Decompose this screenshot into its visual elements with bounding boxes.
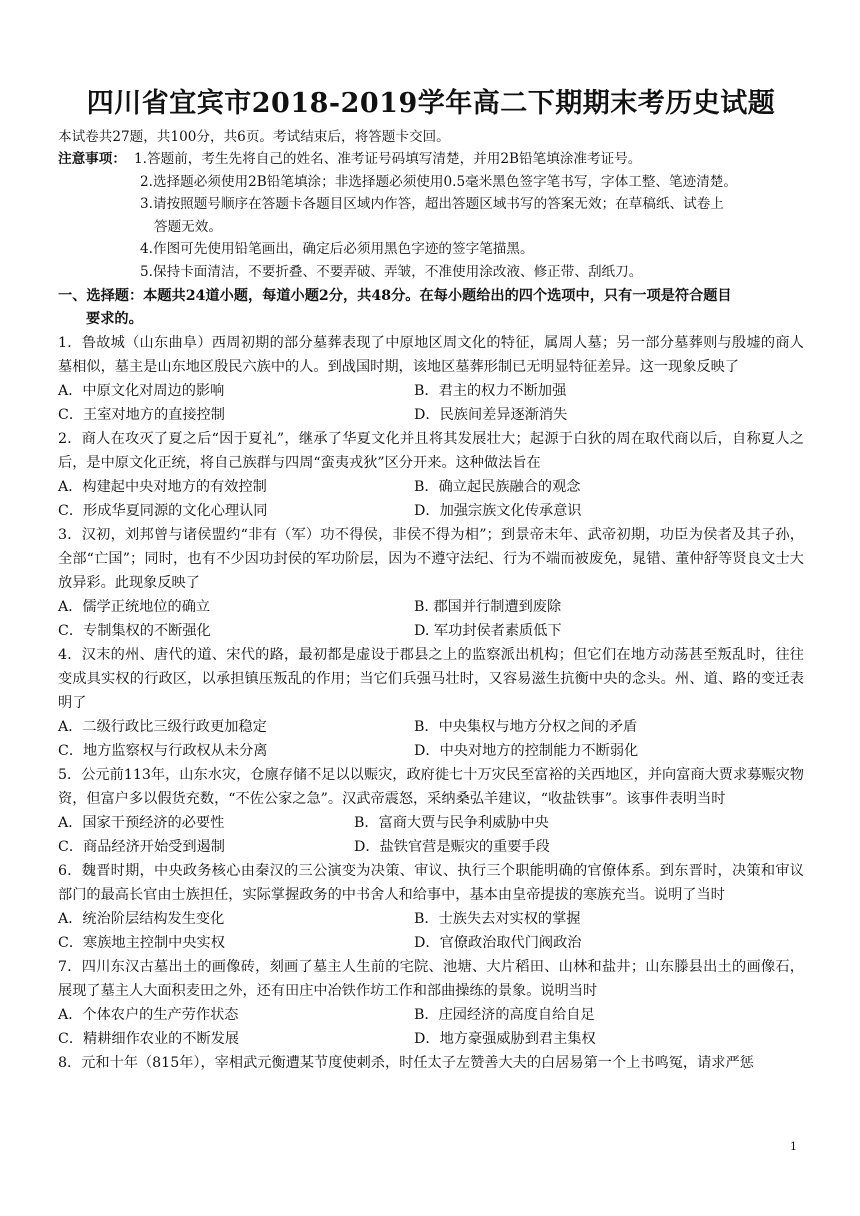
notes-first-line (58, 148, 804, 171)
options-grid (58, 811, 804, 859)
question-list (58, 331, 804, 1075)
section-heading (58, 285, 804, 331)
question-stem: 5．公元前113年，山东水灾，仓廪存储不足以以赈灾，政府徙七十万灾民至富裕的关西地区，并向富商大贾求募赈灾物资，但富户多以假货充数，“不佐公家之急”。汉武帝震怒，采纳桑弘羊建议，“收盐铁事”。该事件表明当时 (58, 767, 804, 807)
exam-page (58, 86, 804, 1075)
question-stem: 7．四川东汉古墓出土的画像砖，刻画了墓主人生前的宅院、池塘、大片稻田、山林和盐井；山东滕县出土的画像石，展现了墓主人大面积麦田之外，还有田庄中冶铁作坊工作和部曲操练的景象。说明当时 (58, 959, 804, 999)
option-d: D．地方豪强威胁到君主集权 (414, 1031, 596, 1047)
options-grid (58, 379, 804, 427)
option-d: D. 军功封侯者素质低下 (414, 623, 562, 639)
options-grid (58, 715, 804, 763)
options-grid (58, 907, 804, 955)
option-b: B．庄园经济的高度自给自足 (414, 1007, 595, 1023)
option-b: B．士族失去对实权的掌握 (414, 911, 581, 927)
page-number: 1 (790, 1140, 797, 1153)
options-grid (58, 475, 804, 523)
option-d: D．民族间差异逐渐消失 (414, 407, 568, 423)
question-stem: 1．鲁故城（山东曲阜）西周初期的部分墓葬表现了中原地区周文化的特征，属周人墓；另一部分墓葬则与殷墟的商人墓相似，墓主是山东地区殷民六族中的人。到战国时期，该地区墓葬形制已无明显特征差异。这一现象反映了 (58, 335, 804, 375)
option-a: A．统治阶层结构发生变化 (58, 911, 225, 927)
question-1 (58, 331, 804, 427)
question-8 (58, 1051, 804, 1075)
option-a: A．二级行政比三级行政更加稳定 (58, 719, 267, 735)
option-d: D．中央对地方的控制能力不断弱化 (414, 743, 639, 759)
question-5 (58, 763, 804, 859)
note-item-continuation (58, 216, 804, 239)
option-c: C．地方监察权与行政权从未分离 (58, 743, 268, 759)
page-title: 四川省宜宾市2018-2019学年高二下期期末考历史试题 (86, 88, 776, 119)
section-heading-line: 一、选择题：本题共24道小题，每道小题2分，共48分。在每小题给出的四个选项中，只有一项是符合题目 (58, 288, 732, 304)
option-a: A．个体农户的生产劳作状态 (58, 1007, 239, 1023)
question-stem: 2．商人在攻灭了夏之后“因于夏礼”，继承了华夏文化并且将其发展壮大；起源于白狄的周在取代商以后，自称夏人之后，是中原文化正统，将自己族群与四周“蛮夷戎狄”区分开来。这种做法旨在 (58, 431, 804, 471)
option-c: C．寒族地主控制中央实权 (58, 935, 225, 951)
option-a: A．儒学正统地位的确立 (58, 599, 211, 615)
question-7 (58, 955, 804, 1051)
question-stem: 4．汉末的州、唐代的道、宋代的路，最初都是虚设于郡县之上的监察派出机构；但它们在地方动荡甚至叛乱时，往往变成具实权的行政区，以承担镇压叛乱的作用；当它们兵强马壮时，又容易滋生抗衡中央的念头。州、道、路的变迁表明了 (58, 647, 804, 711)
option-c: C．精耕细作农业的不断发展 (58, 1031, 240, 1047)
option-d: D．官僚政治取代门阀政治 (414, 935, 582, 951)
question-stem: 3．汉初，刘邦曾与诸侯盟约“非有（军）功不得侯，非侯不得为相”；到景帝末年、武帝初期，功臣为侯者及其子孙，全部“亡国”；同时，也有不少因功封侯的军功阶层，因为不遵守法纪、行为不端而被废免，晁错、董仲舒等贤良文士大放异彩。此现象反映了 (58, 527, 804, 591)
question-6 (58, 859, 804, 955)
note-item: 2.选择题必须使用2B铅笔填涂；非选择题必须使用0.5毫米黑色签字笔书写，字体工整、笔迹清楚。 (140, 173, 737, 190)
notes-label: 注意事项： (58, 151, 126, 167)
option-b: B．富商大贾与民争利威胁中央 (354, 815, 549, 831)
note-continuation-text: 答题无效。 (154, 218, 222, 235)
option-c: C．形成华夏同源的文化心理认同 (58, 503, 268, 519)
option-c: C．专制集权的不断强化 (58, 623, 211, 639)
question-4 (58, 643, 804, 763)
note-item: 3.请按照题号顺序在答题卡各题目区域内作答，超出答题区域书写的答案无效；在草稿纸、试卷上 (140, 196, 724, 212)
question-stem: 6．魏晋时期，中央政务核心由秦汉的三公演变为决策、审议、执行三个职能明确的官僚体系。到东晋时，决策和审议部门的最高长官由士族担任，实际掌握政务的中书舍人和给事中，基本由皇帝提拔的寒族充当。说明了当时 (58, 863, 804, 903)
question-stem: 8．元和十年（815年），宰相武元衡遭某节度使刺杀，时任太子左赞善大夫的白居易第一个上书鸣冤，请求严惩 (58, 1055, 754, 1071)
option-b: B. 郡国并行制遭到废除 (414, 599, 562, 615)
option-b: B．中央集权与地方分权之间的矛盾 (414, 719, 638, 735)
exam-intro: 本试卷共27题，共100分，共6页。考试结束后，将答题卡交回。 (58, 129, 450, 145)
note-item: 4.作图可先使用铅笔画出，确定后必须用黑色字迹的签字笔描黑。 (140, 241, 534, 257)
option-c: C．商品经济开始受到遏制 (58, 839, 225, 855)
question-3 (58, 523, 804, 643)
question-2 (58, 427, 804, 523)
option-a: A．中原文化对周边的影响 (58, 383, 225, 399)
section-heading-continuation: 要求的。 (86, 311, 143, 327)
notes-block (58, 148, 804, 283)
option-a: A．国家干预经济的必要性 (58, 815, 225, 831)
options-grid (58, 1003, 804, 1051)
options-grid (58, 595, 804, 643)
note-item: 1.答题前，考生先将自己的姓名、准考证号码填写清楚，并用2B铅笔填涂准考证号。 (134, 151, 642, 167)
note-item: 5.保持卡面清洁，不要折叠、不要弄破、弄皱，不准使用涂改液、修正带、刮纸刀。 (140, 263, 643, 280)
option-b: B．君主的权力不断加强 (414, 383, 567, 399)
option-a: A．构建起中央对地方的有效控制 (58, 479, 267, 495)
option-d: D．加强宗族文化传承意识 (414, 503, 582, 519)
option-b: B．确立起民族融合的观念 (414, 479, 581, 495)
option-c: C．王室对地方的直接控制 (58, 407, 225, 423)
option-d: D．盐铁官营是赈灾的重要手段 (354, 839, 550, 855)
